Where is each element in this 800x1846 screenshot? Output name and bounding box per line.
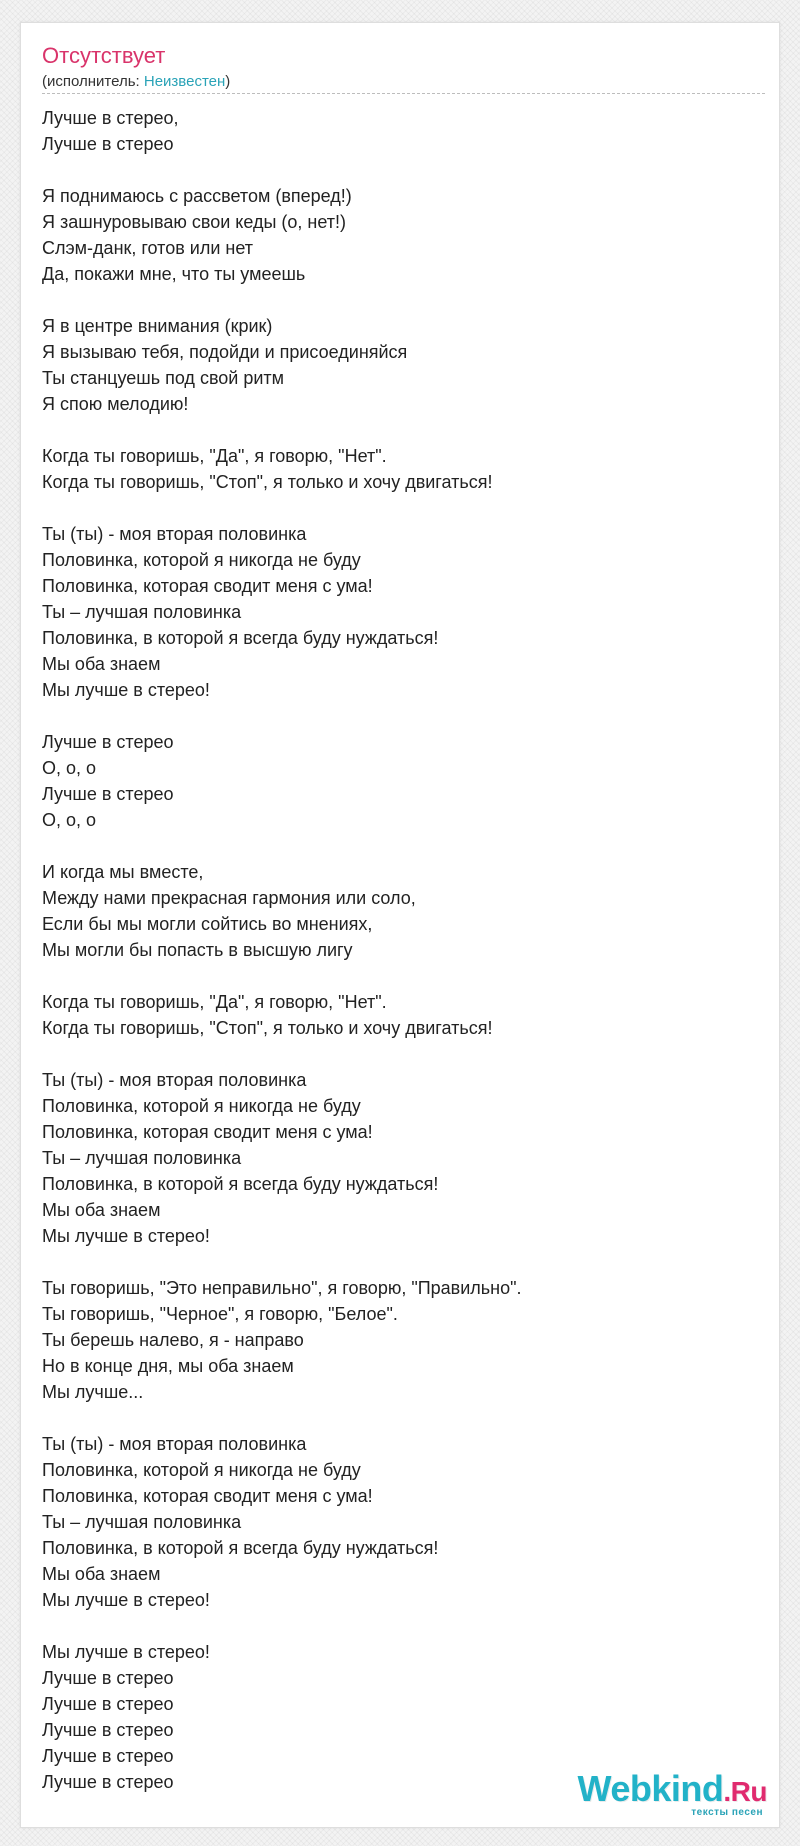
artist-link[interactable]: Неизвестен (143, 73, 226, 90)
title-divider (42, 93, 765, 94)
logo-tagline: тексты песен (691, 1807, 763, 1818)
artist-suffix: ) (225, 73, 231, 90)
logo-wordmark (578, 1769, 767, 1812)
artist-prefix: (исполнитель: (42, 73, 144, 90)
artist-line (42, 73, 230, 91)
logo-name: Webkind (577, 1768, 724, 1809)
site-logo[interactable] (567, 1769, 767, 1821)
logo-tld: .Ru (723, 1776, 767, 1807)
lyrics-card (20, 22, 780, 1828)
lyrics-text: Лучше в стерео, Лучше в стерео Я поднимаюсь с рассветом (вперед!) Я зашнуровываю свои кеды (о, нет!) Слэм-данк, готов или нет Да, покажи мне, что ты умеешь Я в центре внимания (крик) Я вызываю тебя, подойди и присоединяйся Ты станцуешь под свой ритм Я спою мелодию! Когда ты говоришь, "Да", я говорю, "Нет". Когда ты говоришь, "Стоп", я только и хочу двигаться! Ты (ты) - моя вторая половинка Половинка, которой я никогда не буду Половинка, которая сводит меня с ума! Ты – лучшая половинка Половинка, в которой я всегда буду нуждаться! Мы оба знаем Мы лучше в стерео! Лучше в стерео О, о, о Лучше в стерео О, о, о И когда мы вместе, Между нами прекрасная гармония или соло, Если бы мы могли сойтись во мнениях, Мы могли бы попасть в высшую лигу Когда ты говоришь, "Да", я говорю, "Нет". Когда ты говоришь, "Стоп", я только и хочу двигаться! Ты (ты) - моя вторая половинка Половинка, которой я никогда не буду Половинка, которая сводит меня с ума! Ты – лучшая половинка Половинка, в которой я всегда буду нуждаться! Мы оба знаем Мы лучше в стерео! Ты говоришь, "Это неправильно", я говорю, "Правильно". Ты говоришь, "Черное", я говорю, "Белое". Ты берешь налево, я - направо Но в конце дня, мы оба знаем Мы лучше... Ты (ты) - моя вторая половинка Половинка, которой я никогда не буду Половинка, которая сводит меня с ума! Ты – лучшая половинка Половинка, в которой я всегда буду нуждаться! Мы оба знаем Мы лучше в стерео! Мы лучше в стерео! Лучше в стерео Лучше в стерео Лучше в стерео Лучше в стерео Лучше в стерео (42, 108, 522, 1792)
song-title: Отсутствует (42, 43, 166, 68)
